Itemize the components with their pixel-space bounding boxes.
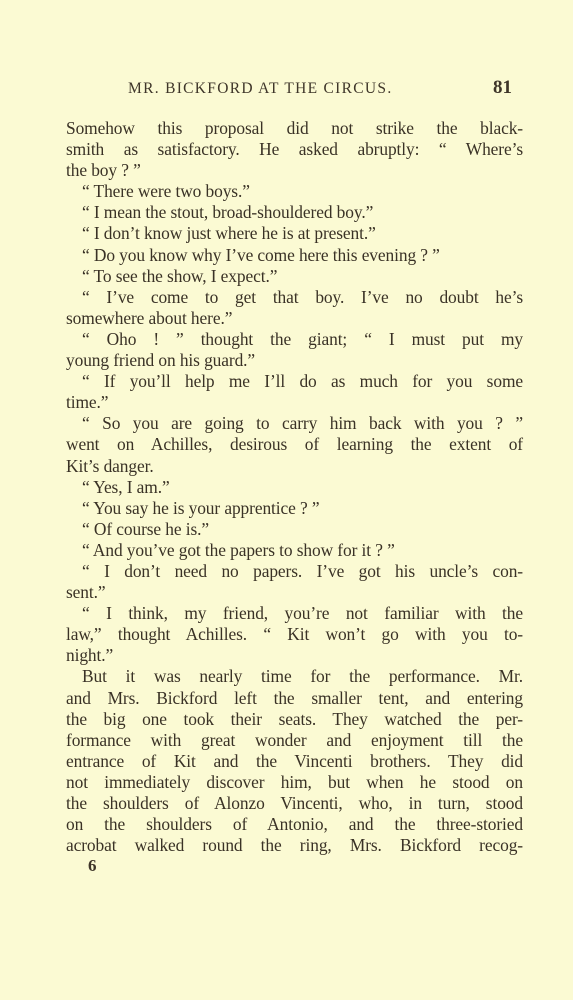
text-line: sent.” xyxy=(66,582,106,603)
text-line: “ So you are going to carry him back with you ? ” xyxy=(82,413,523,434)
text-line: “ Oho ! ” thought the giant; “ I must put my xyxy=(82,328,523,349)
text-line: on the shoulders of Antonio, and the three-storied xyxy=(66,814,523,835)
text-line: “ If you’ll help me I’ll do as much for you some xyxy=(82,371,523,392)
text-line: time.” xyxy=(66,392,109,413)
text-line: “ I don’t need no papers. I’ve got his uncle’s con- xyxy=(82,560,523,581)
text-line: “ I mean the stout, broad-shouldered boy.” xyxy=(82,202,374,223)
text-line: entrance of Kit and the Vincenti brothers. They did xyxy=(66,750,523,771)
signature-mark: 6 xyxy=(88,856,97,875)
text-line: went on Achilles, desirous of learning the extent of xyxy=(66,434,523,455)
text-line: “ You say he is your apprentice ? ” xyxy=(82,497,320,518)
text-line: “ Of course he is.” xyxy=(82,518,210,539)
text-line: “ There were two boys.” xyxy=(82,181,250,202)
text-line: formance with great wonder and enjoyment till the xyxy=(66,729,523,750)
text-line: “ To see the show, I expect.” xyxy=(82,265,278,286)
text-line: and Mrs. Bickford left the smaller tent, and entering xyxy=(66,687,523,708)
text-line: acrobat walked round the ring, Mrs. Bickford recog- xyxy=(66,835,523,856)
text-line: “ I’ve come to get that boy. I’ve no doubt he’s xyxy=(82,286,523,307)
running-head: MR. BICKFORD AT THE CIRCUS. xyxy=(128,80,393,97)
text-line: night.” xyxy=(66,645,114,666)
text-line: But it was nearly time for the performance. Mr. xyxy=(82,666,523,687)
text-line: law,” thought Achilles. “ Kit won’t go with you to- xyxy=(66,624,523,645)
text-line: young friend on his guard.” xyxy=(66,350,256,371)
text-line: “ I think, my friend, you’re not familiar with the xyxy=(82,603,523,624)
text-line: smith as satisfactory. He asked abruptly: “ Where’s xyxy=(66,139,523,160)
text-line: not immediately discover him, but when he stood on xyxy=(66,771,523,792)
text-line: somewhere about here.” xyxy=(66,307,233,328)
text-line: “ Do you know why I’ve come here this evening ? ” xyxy=(82,244,440,265)
text-line: “ And you’ve got the papers to show for it ? ” xyxy=(82,539,395,560)
body-text xyxy=(66,118,523,856)
text-line: the shoulders of Alonzo Vincenti, who, in turn, stood xyxy=(66,793,523,813)
page-number: 81 xyxy=(493,77,512,98)
text-line: Somehow this proposal did not strike the black- xyxy=(66,118,523,138)
text-line: “ I don’t know just where he is at present.” xyxy=(82,223,376,244)
text-line: “ Yes, I am.” xyxy=(82,476,170,497)
text-line: Kit’s danger. xyxy=(66,455,154,476)
text-line: the boy ? ” xyxy=(66,160,141,181)
text-line: the big one took their seats. They watched the per- xyxy=(66,708,523,729)
